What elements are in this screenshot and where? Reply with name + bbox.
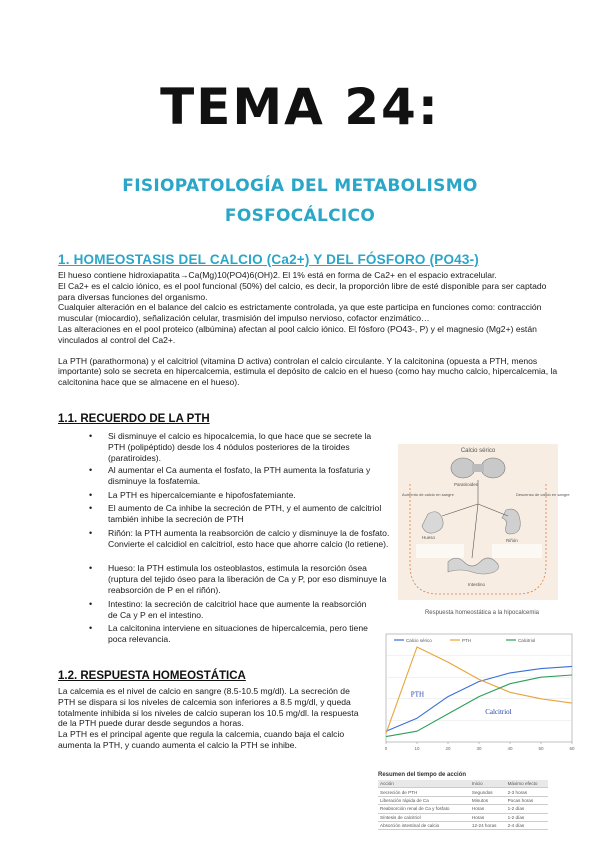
table-row [378, 805, 548, 813]
table-cell: 2-4 días [506, 821, 548, 829]
paragraph: El hueso contiene hidroxiapatita→Ca(Mg)10(PO4)6(OH)2. El 1% está en forma de Ca2+ en el espacio extracelular. [58, 270, 497, 280]
table-cell: 2-3 horas [506, 788, 548, 796]
table-row [378, 796, 548, 804]
paragraph: Las alteraciones en el pool proteico (albúmina) afectan al pool calcio iónico. El fósforo (PO43-, P) y el magnesio (Mg2+) están vinculados al control del Ca2+. [58, 323, 537, 345]
table-cell: Minutos [470, 796, 506, 804]
subtitle-line-1: FISIOPATOLOGÍA DEL METABOLISMO [122, 176, 478, 196]
table-cell: Reabsorción renal de Ca y fosfato [378, 805, 470, 813]
thyroid-isthmus [472, 464, 484, 472]
homeostatic-response-chart [372, 610, 592, 760]
pth-physiology-figure [398, 444, 570, 600]
list-item: • La calcitonina interviene en situaciones de hipercalcemia, pero tiene poca relevancia. [108, 623, 368, 645]
x-tick-label: 20 [445, 746, 451, 751]
arrow [478, 504, 508, 516]
kidney-drawing [502, 509, 520, 534]
table-header-cell: Máximo efecto [506, 780, 548, 788]
list-item: • Riñón: la PTH aumenta la reabsorción de calcio y disminuye la de fosfato. Convierte el calcidiol en calcitriol, esto hace que ahorre calcio (lo retiene). [108, 528, 390, 550]
section-1-2-heading: 1.2. RESPUESTA HOMEOSTÁTICA [58, 670, 246, 682]
paragraph: La calcemia es el nivel de calcio en sangre (8.5-10.5 mg/dl). La secreción de PTH se dispara si los niveles de calcemia son inferiores a 8.5 mg/dl, y queda totalmente inhibida si los niveles de calcio superan los 10.5 mg/dl. la respuesta de la PTH puede durar desde segundos a horas. [58, 686, 359, 729]
table-cell: Pocas horas [506, 796, 548, 804]
plot-frame [386, 634, 572, 742]
chart-title: Respuesta homeostática a la hipocalcemia [424, 610, 540, 616]
list-item: • Hueso: la PTH estimula los osteoblastos, estimula la resorción ósea (ruptura del tejido óseo para la liberación de Ca y P, por eso disminuye la reabsorción de P en el riñón). [108, 563, 390, 596]
pth-physiology-diagram [398, 444, 570, 600]
table-header-cell: Inicio [470, 780, 506, 788]
paragraph: La PTH es el principal agente que regula la calcemia, cuando baja el calcio aumenta la PTH, y cuando aumenta el calcio la PTH se inhibe. [58, 729, 345, 750]
table-cell: 12-24 horas [470, 821, 506, 829]
arrow [442, 504, 478, 516]
note-box [492, 544, 542, 558]
x-tick-label: 30 [476, 746, 482, 751]
organ-label: Hueso [422, 535, 436, 540]
organ-label: Paratiroides [454, 482, 479, 487]
figure-center-label: Calcio sérico [460, 448, 496, 454]
organ-label: Intestino [468, 582, 486, 587]
legend-label: Calcio sérico [406, 638, 432, 643]
figure-left-label: Aumento de calcio en sangre [402, 492, 454, 497]
table-cell: 1-2 días [506, 813, 548, 821]
section-1-1-heading: 1.1. RECUERDO DE LA PTH [58, 413, 210, 425]
table-header-cell: Acción [378, 780, 470, 788]
table-row [378, 788, 548, 796]
list-item: • Intestino: la secreción de calcitriol hace que aumente la reabsorción de Ca y P en el intestino. [108, 599, 368, 621]
section-1-body [58, 270, 558, 388]
section-1-2-body [58, 686, 363, 751]
arrow [472, 504, 478, 558]
table-row [378, 821, 548, 829]
annotation-pth: PTH [410, 690, 425, 699]
paragraph: Cualquier alteración en el balance del calcio es estrictamente controlada, ya que este participa en funciones como: contracción muscular (miocardio), señalización celular, trasmisión del impulso nervioso, cofactor enzimático… [58, 302, 542, 324]
table-cell: Horas [470, 805, 506, 813]
list-item: • El aumento de Ca inhibe la secreción de PTH, y el aumento de calcitriol también inhibe la secreción de PTH [108, 503, 390, 525]
intestine-drawing [448, 558, 499, 574]
x-tick-label: 60 [569, 746, 575, 751]
legend-label: Calcitriol [518, 638, 536, 643]
legend-label: PTH [462, 638, 471, 643]
table-caption: Resumen del tiempo de acción [378, 772, 467, 778]
annotation-calcitriol: Calcitriol [485, 707, 512, 716]
table-header-row [378, 780, 548, 788]
table-cell: Segundos [470, 788, 506, 796]
table-cell: 1-2 días [506, 805, 548, 813]
table-row [378, 813, 548, 821]
table-cell: Liberación rápida de Ca [378, 796, 470, 804]
paragraph: El Ca2+ es el calcio iónico, es el pool funcional (50%) del calcio, es decir, la proporción libre de esté disponible para ser captado para diversas funciones del organismo. [58, 280, 547, 302]
thyroid-lobe-right [481, 458, 505, 478]
list-item: • Si disminuye el calcio es hipocalcemia, lo que hace que se secrete la PTH (polipéptido) desde los 4 nódulos posteriores de la tiroides (paratiroides). [108, 431, 390, 464]
thyroid-lobe-left [451, 458, 475, 478]
x-tick-label: 0 [384, 746, 388, 751]
x-tick-label: 50 [538, 746, 544, 751]
action-time-table [378, 780, 548, 830]
organ-label: Riñón [506, 538, 518, 543]
table-cell: Absorción intestinal de calcio [378, 821, 470, 829]
action-time-table-block [378, 772, 548, 830]
table-cell: Horas [470, 813, 506, 821]
x-tick-label: 40 [507, 746, 513, 751]
figure-right-label: Descenso de calcio en sangre [516, 492, 570, 497]
page-title: TEMA 24: [160, 78, 440, 136]
x-tick-label: 10 [414, 746, 420, 751]
list-item: • La PTH es hipercalcemiante e hipofosfatemiante. [108, 490, 390, 501]
list-item: • Al aumentar el Ca aumenta el fosfato, la PTH aumenta la fosfaturia y disminuye la fosfatemia. [108, 465, 390, 487]
chart-svg [372, 616, 592, 756]
table-cell: Secreción de PTH [378, 788, 470, 796]
note-box [416, 544, 464, 558]
section-1-heading: 1. HOMEOSTASIS DEL CALCIO (Ca2+) Y DEL FÓSFORO (PO43-) [58, 252, 479, 267]
paragraph: La PTH (parathormona) y el calcitriol (vitamina D activa) controlan el calcio circulante. Y la calcitonina (opuesta a PTH, menos importante) solo se secreta en hipercalcemia, estimula el depósito de calcio en el hueso (como hay mucho calcio, hipercalcemia, la calcitonina hace que se almacene en el hueso). [58, 355, 558, 388]
table-body [378, 788, 548, 830]
subtitle-line-2: FOSFOCÁLCICO [224, 206, 376, 226]
bone-drawing [422, 512, 443, 533]
table-cell: Síntesis de calcitriol [378, 813, 470, 821]
